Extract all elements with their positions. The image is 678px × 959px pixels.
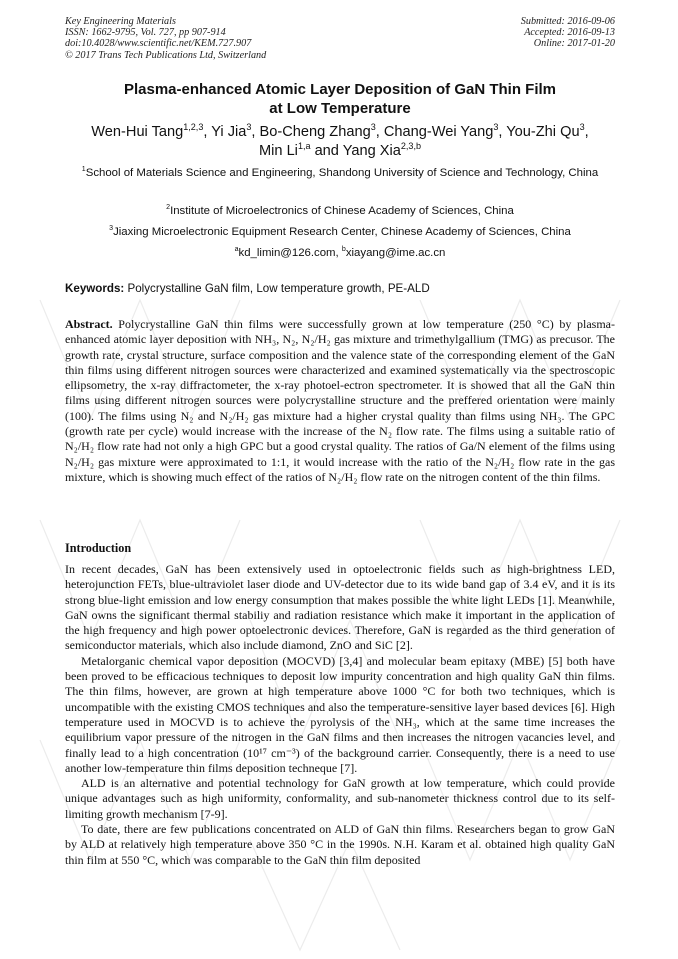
title-line-1: Plasma-enhanced Atomic Layer Deposition of GaN Thin Film	[123, 81, 557, 98]
author: Wen-Hui Tang$^{1,2,3}$	[91, 122, 204, 140]
copyright-line: © 2017 Trans Tech Publications Ltd, Switzerland	[65, 49, 267, 61]
submitted-date: Submitted: 2016-09-06	[520, 16, 615, 27]
email-a[interactable]: kd_limin@126.com,	[238, 247, 342, 259]
author: Chang-Wei Yang$^3$	[383, 122, 499, 140]
introduction-body	[65, 562, 615, 868]
paper-title	[60, 80, 620, 118]
journal-name: Key Engineering Materials	[65, 16, 176, 27]
online-date: Online: 2017-01-20	[533, 38, 615, 50]
abstract-label: Abstract.	[65, 317, 113, 331]
journal-header-right	[521, 16, 615, 50]
abstract	[65, 317, 615, 485]
intro-paragraph: To date, there are few publications concentrated on ALD of GaN thin films. Researchers began to grow GaN by ALD at relatively high temperature above 350 °C in the 1990s. N.H. Karam et al. obtained high quality GaN thin film at 550 °C, which was comparable to the GaN thin film deposited	[65, 822, 615, 867]
doi-line: doi:10.4028/www.scientific.net/KEM.727.907	[65, 38, 252, 50]
keywords-text: Polycrystalline GaN film, Low temperature growth, PE-ALD	[124, 282, 430, 295]
section-heading-introduction: Introduction	[65, 541, 132, 555]
intro-paragraph: ALD is an alternative and potential technology for GaN growth at low temperature, which could provide unique advantages such as high uniformity, conformality, and sub-nanometer thickness control due to its self-limiting growth mechanism [7-9].	[65, 776, 615, 821]
affiliation-3: $^3$Jiaxing Microelectronic Equipment Research Center, Chinese Academy of Sciences, China	[109, 225, 571, 238]
keywords-label: Keywords:	[65, 282, 125, 295]
intro-paragraph: In recent decades, GaN has been extensively used in optoelectronic fields such as high-brightness LED, heterojunction FETs, blue-ultraviolet laser diode and UV-detector due to its wide band gap of 3.4 eV, and it is its strong blue-light emission and low energy consumption that makes possible the white light LEDs [1]. Meanwhile, GaN owns the significant thermal stabiliy and radiation resistance which make it important in the application of the high frequency and high power optoelectronic devices. Therefore, GaN is regarded as the third generation of semiconductor materials, which also include diamond, ZnO and SiC [2].	[65, 562, 615, 653]
author-list: Wen-Hui Tang$^{1,2,3}$, Yi Jia$^3$, Bo-Cheng Zhang$^3$, Chang-Wei Yang$^3$, You-Zhi Qu$^3$, Min Li$^{1,a}$ and Yang Xia$^{2,3,b}$	[91, 122, 589, 159]
author: Yang Xia$^{2,3,b}$	[342, 141, 421, 159]
title-line-2: at Low Temperature	[269, 100, 411, 117]
accepted-date: Accepted: 2016-09-13	[524, 27, 615, 39]
author: Yi Jia$^3$	[211, 122, 252, 140]
contact-emails: $^a$kd_limin@126.com, $^b$xiayang@ime.ac.cn	[234, 246, 446, 259]
intro-paragraph: Metalorganic chemical vapor deposition (MOCVD) [3,4] and molecular beam epitaxy (MBE) [5] both have been proved to be efficacious techniques to deposit low impurity concentration and high quality GaN thin films. The thin films, however, are grown at high temperature above 1000 °C for both two techniques, which is uncompatible with the existing CMOS techniques and also the temperature-sensitive layer based devices [6]. High temperature used in MOCVD is to achieve the pyrolysis of the NH₃, which at the same time increases the equilibrium vapor pressure of the nitrogen in the GaN films and then increases the nitrogen vacancies level, and finally lead to a high concentration (10¹⁷ cm⁻³) of the background carrier. Consequently, there is a need to use another low-temperature thin films deposition techneque [7].	[65, 653, 615, 775]
issn-line: ISSN: 1662-9795, Vol. 727, pp 907-914	[65, 27, 226, 39]
affiliation-1: $^1$School of Materials Science and Engineering, Shandong University of Science and Technology, China	[81, 166, 599, 179]
journal-header-left	[65, 16, 266, 61]
keywords-line	[65, 281, 615, 296]
author: You-Zhi Qu$^3$	[506, 122, 585, 140]
abstract-text: Polycrystalline GaN thin films were successfully grown at low temperature (250 °C) by plasma-enhanced atomic layer deposition with NH₃, N₂, N₂/H₂ gas mixture and trimethylgallium (TMG) as precusor. The growth rate, crystal structure, surface composition and the valence state of the corresponding element of the GaN thin films using different nitrogen sources were characterized and examined systematically via the spectroscopic ellipsometry, the x-ray diffractometer, the x-ray photoel-ectron spectrometer. It is showed that all the GaN thin films using different nitrogen sources were polycrystalline structure and the preffered orientation were mainly (100). The films using N₂ and N₂/H₂ gas mixture had a higher crystal quality than films using NH₃. The GPC (growth rate per cycle) would increase with the increase of the N₂ flow rate. The films using a suitable ratio of N₂/H₂ flow rate had not only a high GPC but a good crystal quality. The ratios of Ga/N element of the films using N₂/H₂ gas mixture were approximated to 1:1, it would increase with the ratio of the N₂/H₂ flow rate in the gas mixture, which is showing much effect of the ratios of N₂/H₂ flow rate on the nitrogen content of the thin films.	[65, 317, 615, 484]
affiliation-2: $^2$Institute of Microelectronics of Chinese Academy of Sciences, China	[166, 204, 514, 217]
author: Min Li$^{1,a}$	[259, 141, 311, 159]
author: Bo-Cheng Zhang$^3$	[259, 122, 376, 140]
email-b[interactable]: xiayang@ime.ac.cn	[345, 247, 446, 259]
